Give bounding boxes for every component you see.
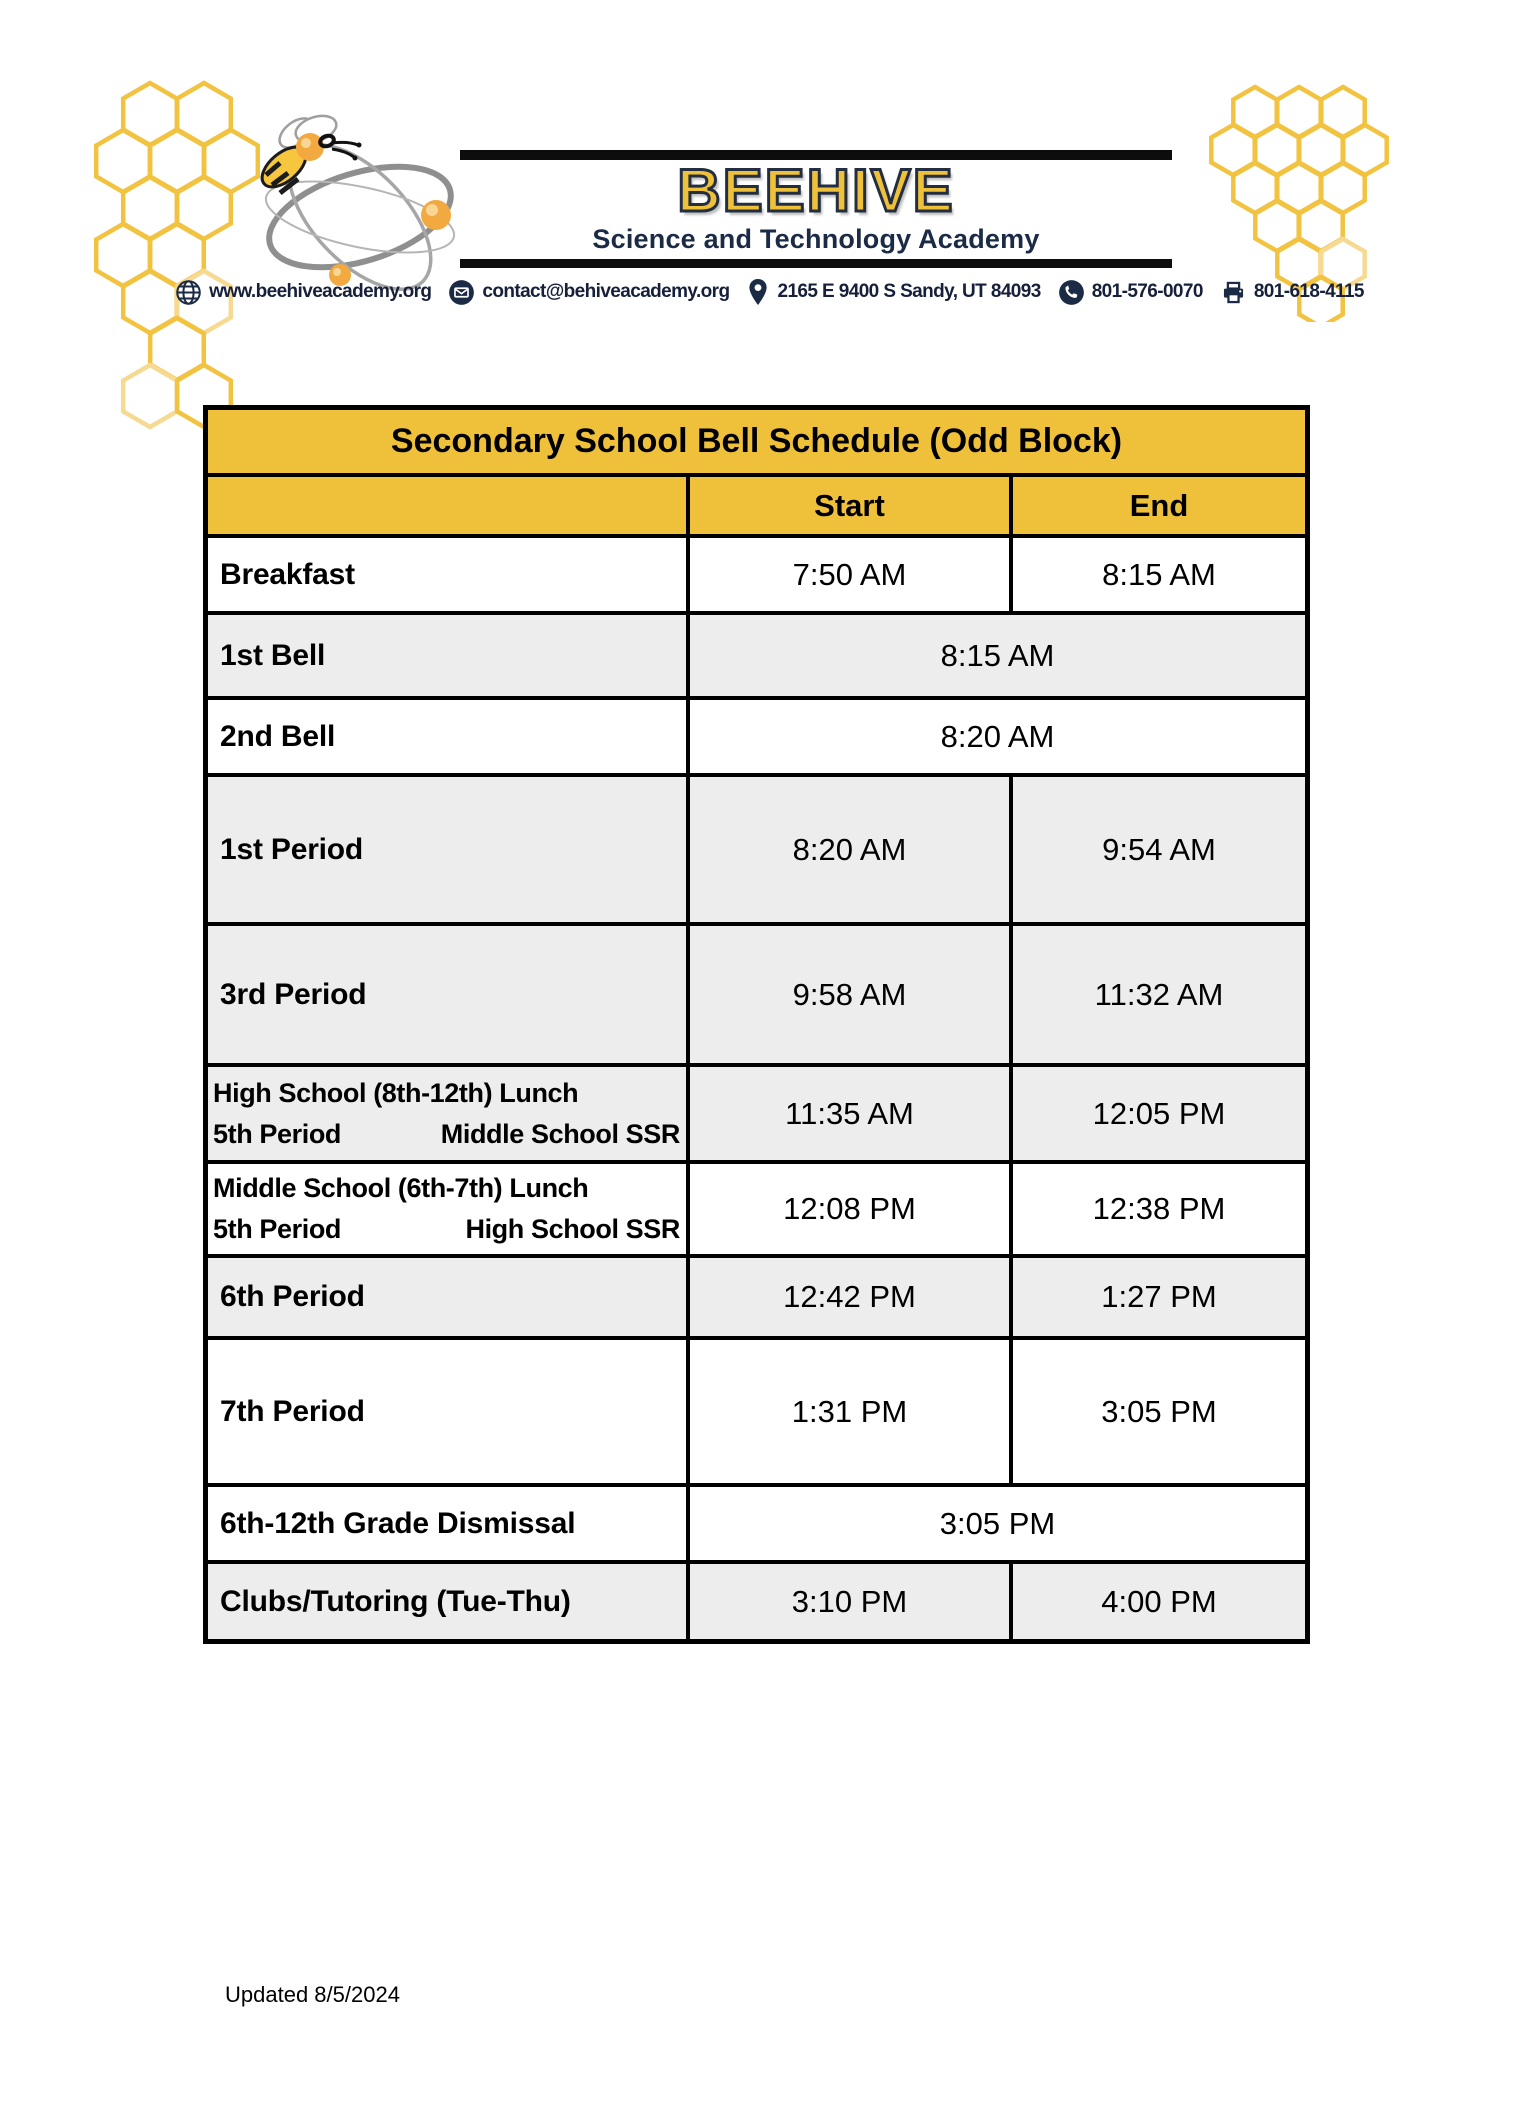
row-end-time: 9:54 AM — [1009, 777, 1305, 922]
row-end-time: 4:00 PM — [1009, 1564, 1305, 1639]
table-row — [208, 922, 1305, 1063]
schedule-header-row — [208, 473, 1305, 534]
row-label: 1st Bell — [220, 638, 326, 672]
contact-text: 2165 E 9400 S Sandy, UT 84093 — [777, 281, 1041, 302]
schedule-title: Secondary School Bell Schedule (Odd Block) — [208, 410, 1305, 473]
row-end-time: 3:05 PM — [1009, 1340, 1305, 1483]
contact-item — [1220, 279, 1364, 306]
contact-item — [1058, 279, 1203, 306]
schedule-table-body — [208, 534, 1305, 1639]
row-sublabel-left: 5th Period — [213, 1118, 342, 1149]
location-pin-icon — [746, 278, 770, 306]
header-activity-cell — [208, 477, 686, 534]
row-start-time: 7:50 AM — [686, 538, 1009, 611]
table-row — [208, 696, 1305, 773]
header-start-cell: Start — [686, 477, 1009, 534]
row-sublabel-right: Middle School SSR — [440, 1118, 680, 1149]
row-end-time: 11:32 AM — [1009, 926, 1305, 1063]
row-label — [208, 1067, 686, 1160]
row-start-time: 12:42 PM — [686, 1258, 1009, 1336]
row-label: 3rd Period — [220, 977, 367, 1011]
row-label: 6th Period — [220, 1280, 365, 1313]
row-label-line2 — [213, 1119, 684, 1150]
school-tagline: Science and Technology Academy — [592, 224, 1040, 254]
table-row — [208, 534, 1305, 611]
row-sublabel-left: 5th Period — [213, 1214, 342, 1244]
row-end-time: 1:27 PM — [1009, 1258, 1305, 1336]
row-sublabel-right: High School SSR — [465, 1214, 680, 1244]
row-start-time: 12:08 PM — [686, 1164, 1009, 1254]
row-end-time: 12:05 PM — [1009, 1067, 1305, 1160]
school-wordmark: BEEHIVE — [677, 157, 955, 224]
header-rule-bottom — [460, 259, 1172, 268]
row-start-time: 9:58 AM — [686, 926, 1009, 1063]
contact-item — [175, 279, 431, 306]
row-start-time: 3:10 PM — [686, 1564, 1009, 1639]
row-merged-time: 3:05 PM — [686, 1487, 1305, 1560]
row-label — [208, 1164, 686, 1254]
contact-row — [0, 274, 1539, 310]
row-merged-time: 8:20 AM — [686, 700, 1305, 773]
table-row — [208, 1160, 1305, 1254]
contact-text: www.beehiveacademy.org — [209, 281, 432, 302]
contact-item — [448, 279, 729, 306]
row-label-line2 — [213, 1214, 684, 1245]
table-row — [208, 1483, 1305, 1560]
table-row — [208, 1254, 1305, 1336]
table-row — [208, 1063, 1305, 1160]
header-end-cell: End — [1009, 477, 1305, 534]
row-merged-time: 8:15 AM — [686, 615, 1305, 696]
table-row — [208, 773, 1305, 922]
row-start-time: 1:31 PM — [686, 1340, 1009, 1483]
phone-icon — [1058, 279, 1085, 306]
row-label-line1: High School (8th-12th) Lunch — [213, 1077, 579, 1108]
bee-atom-logo — [232, 105, 472, 295]
row-end-time: 8:15 AM — [1009, 538, 1305, 611]
contact-text: contact@behiveacademy.org — [482, 281, 730, 302]
row-label: 2nd Bell — [220, 719, 336, 753]
table-row — [208, 611, 1305, 696]
row-label: 6th-12th Grade Dismissal — [220, 1506, 576, 1540]
row-label: 7th Period — [220, 1394, 365, 1428]
table-row — [208, 1336, 1305, 1483]
contact-item — [746, 278, 1040, 306]
row-label: 1st Period — [220, 832, 364, 866]
row-label: Clubs/Tutoring (Tue-Thu) — [220, 1584, 571, 1618]
updated-note: Updated 8/5/2024 — [225, 1982, 400, 2007]
contact-text: 801-618-4115 — [1253, 281, 1364, 302]
row-start-time: 8:20 AM — [686, 777, 1009, 922]
globe-icon — [175, 279, 202, 306]
contact-text: 801-576-0070 — [1091, 281, 1203, 302]
row-label: Breakfast — [220, 557, 355, 591]
email-icon — [448, 279, 475, 306]
row-end-time: 12:38 PM — [1009, 1164, 1305, 1254]
table-row — [208, 1560, 1305, 1639]
row-label-line1: Middle School (6th-7th) Lunch — [213, 1173, 589, 1203]
fax-icon — [1220, 279, 1247, 306]
row-start-time: 11:35 AM — [686, 1067, 1009, 1160]
schedule-table — [203, 405, 1310, 1644]
